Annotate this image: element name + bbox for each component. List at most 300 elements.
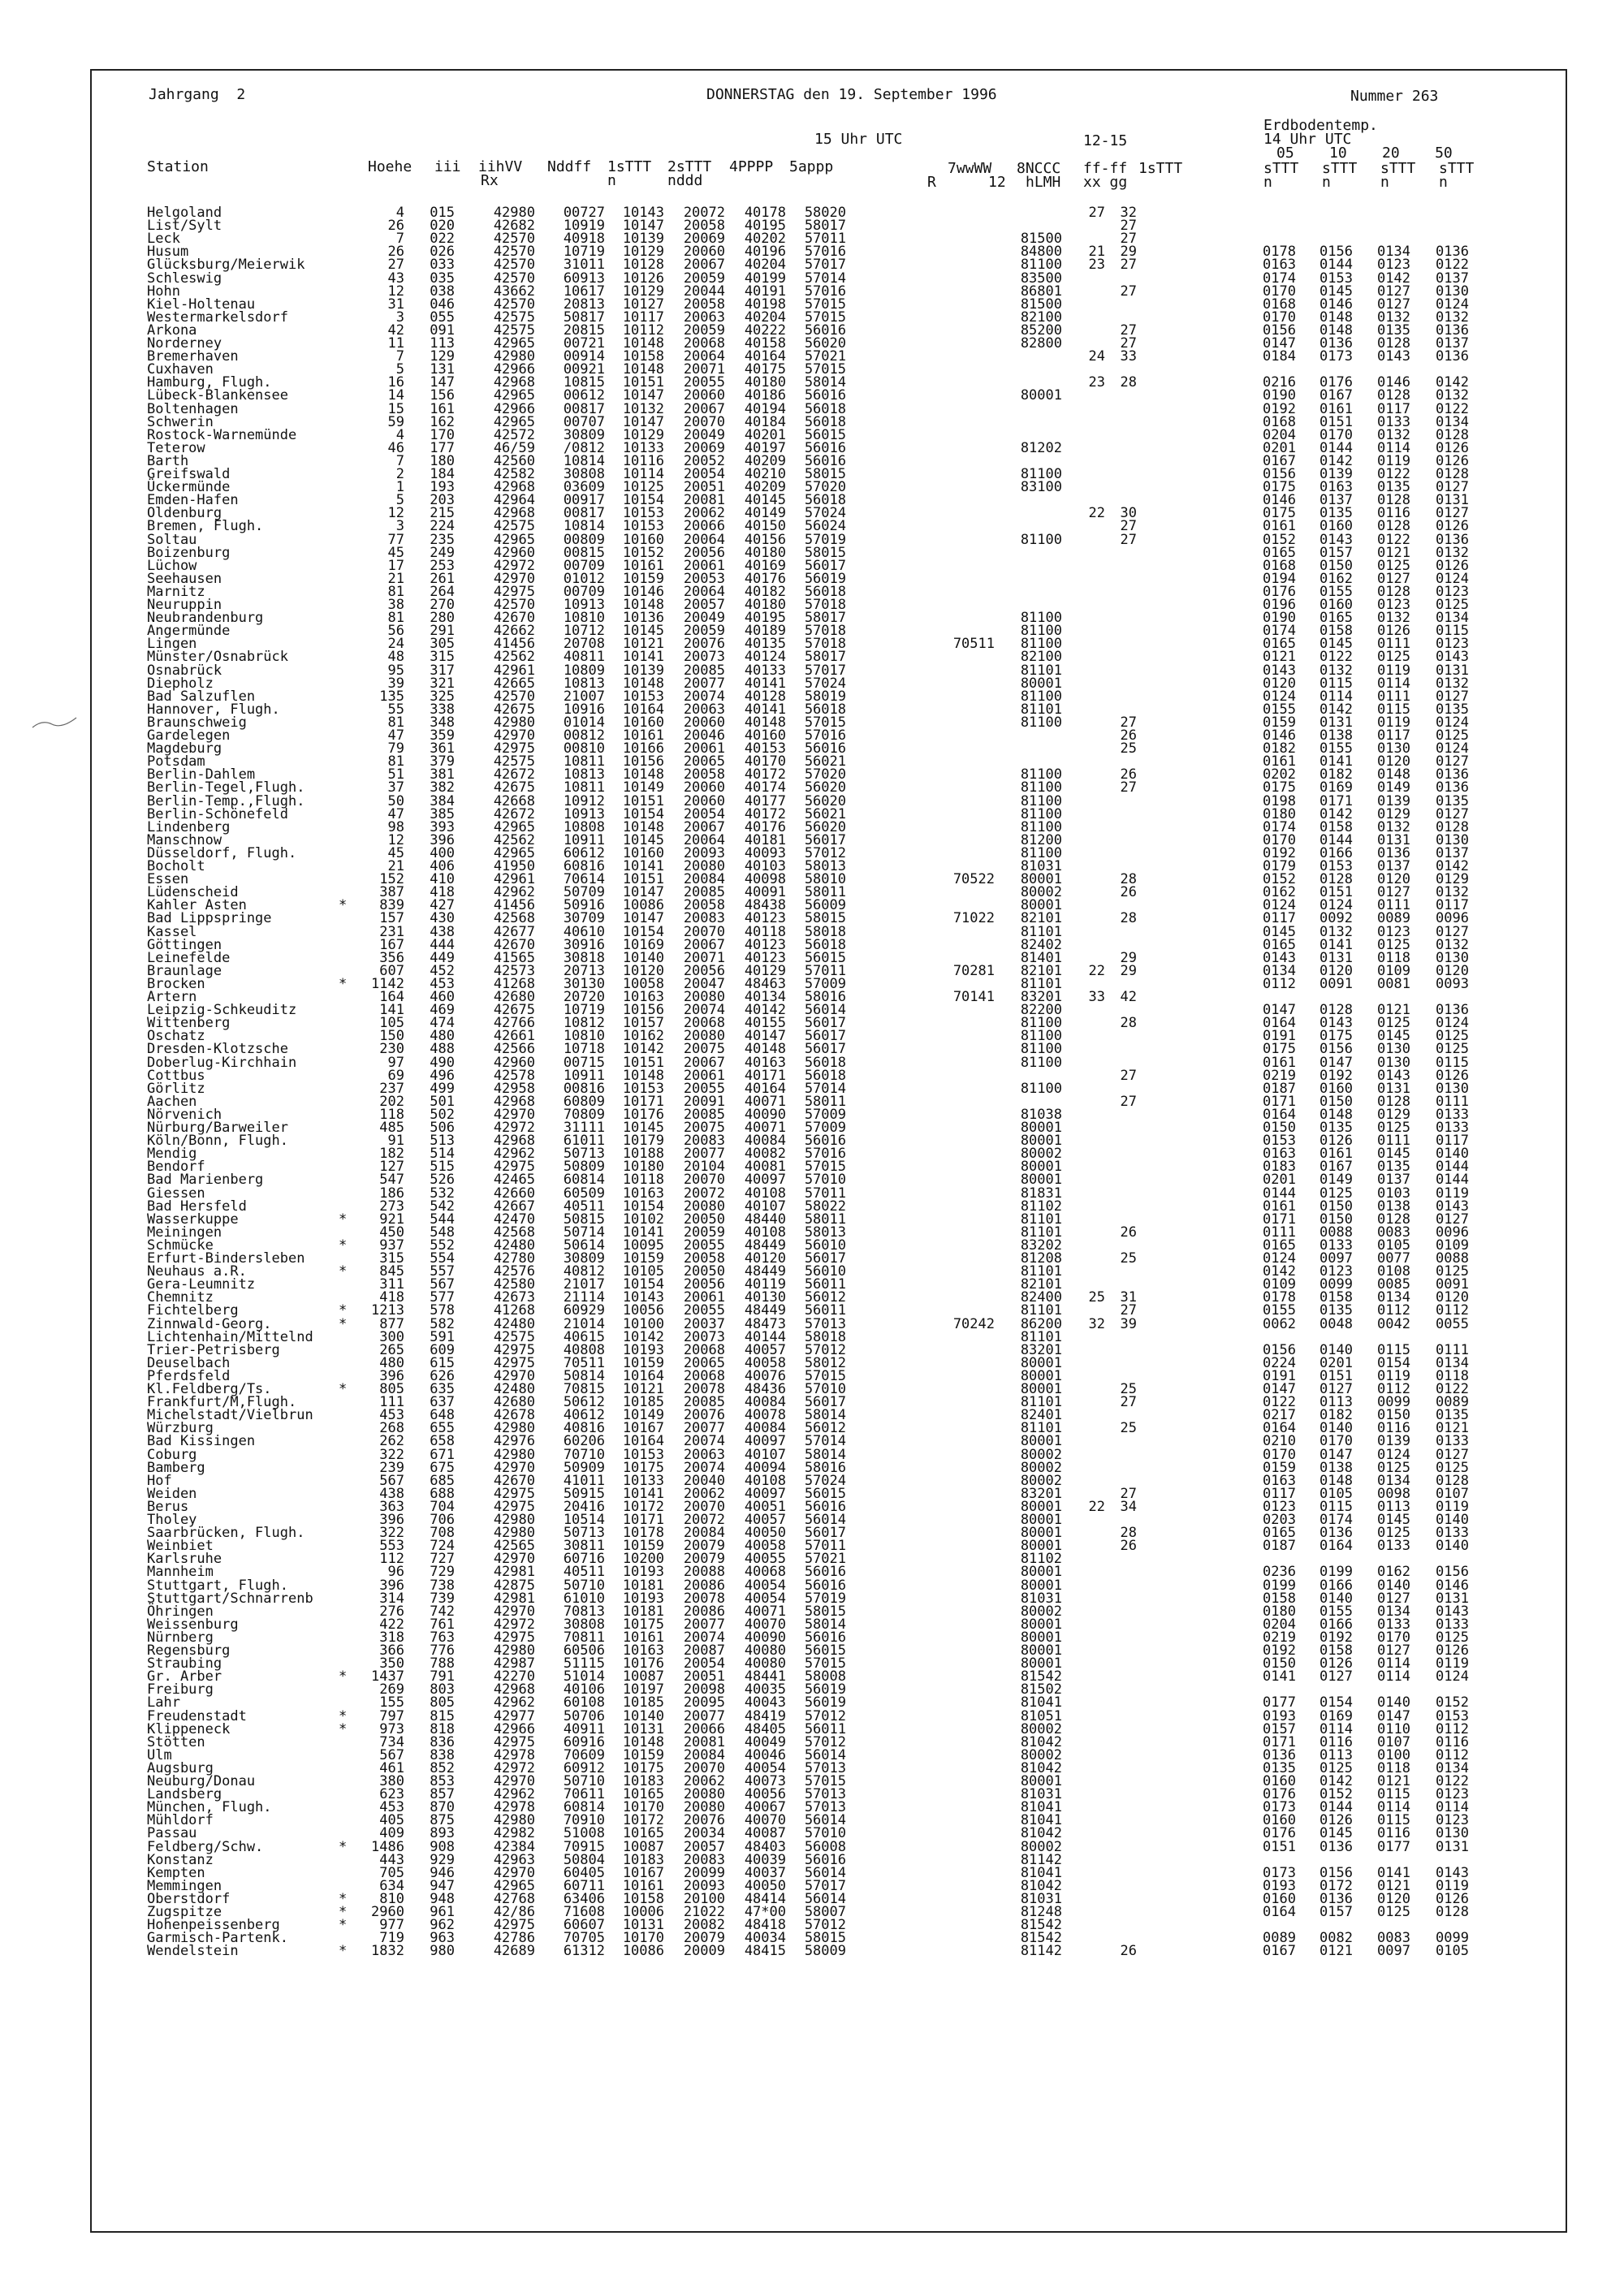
cell-a5: 58011: [804, 1211, 846, 1228]
cell-iii: 724: [430, 1538, 455, 1555]
cell-s20: 0115: [1377, 701, 1410, 718]
cell-s05: 0210: [1263, 1433, 1296, 1450]
cell-ff: 33: [1088, 989, 1105, 1005]
cell-s50: 0115: [1436, 623, 1469, 640]
cell-iii: 515: [430, 1159, 455, 1176]
cell-a5: 57013: [804, 1315, 846, 1332]
cell-hoehe: 91: [387, 1133, 404, 1150]
cell-s10: 0151: [1320, 413, 1353, 430]
cell-s10: 0148: [1320, 1472, 1353, 1489]
cell-nddff: 40106: [563, 1681, 605, 1698]
cell-star: *: [339, 1237, 348, 1254]
cell-nddff: 10811: [563, 779, 605, 796]
cell-p4: 40050: [744, 1877, 786, 1894]
cell-t2: 20068: [683, 1341, 725, 1358]
cell-iihvv: 42980: [493, 1446, 535, 1463]
cell-station: Wendelstein: [147, 1943, 239, 1960]
cell-t2: 20077: [683, 675, 725, 692]
cell-p4: 40133: [744, 662, 786, 679]
cell-hoehe: 276: [379, 1603, 404, 1620]
cell-a5: 56014: [804, 1890, 846, 1907]
cell-star: *: [339, 1890, 348, 1907]
cell-s10: 0174: [1320, 1512, 1353, 1528]
cell-p4: 40204: [744, 309, 786, 326]
cell-nddff: 50710: [563, 1773, 605, 1789]
cell-s05: 0164: [1263, 1904, 1296, 1920]
cell-s50: 0117: [1436, 1133, 1469, 1150]
cell-t1: 10161: [622, 557, 664, 574]
cell-iii: 582: [430, 1315, 455, 1332]
cell-gg: 27: [1120, 231, 1137, 248]
cell-station: Augsburg: [147, 1759, 214, 1776]
cell-station: Lahr: [147, 1694, 180, 1711]
cell-iii: 803: [430, 1681, 455, 1698]
cell-s50: 0123: [1436, 636, 1469, 653]
cell-hoehe: 42: [387, 322, 404, 339]
cell-nddff: 61011: [563, 1133, 605, 1150]
cell-station: Barth: [147, 452, 189, 469]
cell-s50: 0140: [1436, 1146, 1469, 1163]
cell-a5: 57011: [804, 962, 846, 979]
cell-station: Emden-Hafen: [147, 492, 239, 509]
cell-s50: 0143: [1436, 1198, 1469, 1215]
cell-iii: 203: [430, 492, 455, 509]
cell-iii: 177: [430, 439, 455, 456]
cell-hoehe: 48: [387, 649, 404, 666]
cell-s20: 0133: [1377, 413, 1410, 430]
cell-p4: 40084: [744, 1420, 786, 1437]
cell-s20: 0123: [1377, 597, 1410, 613]
cell-nddff: 50814: [563, 1367, 605, 1384]
cell-hoehe: 37: [387, 779, 404, 796]
cell-t2: 20080: [683, 858, 725, 874]
cell-nddff: 10719: [563, 244, 605, 261]
cell-station: Düsseldorf, Flugh.: [147, 844, 297, 861]
cell-p4: 40057: [744, 1341, 786, 1358]
cell-s20: 0112: [1377, 1302, 1410, 1319]
cell-gg: 27: [1120, 518, 1137, 535]
cell-s50: 0129: [1436, 871, 1469, 888]
cell-s10: 0122: [1320, 649, 1353, 666]
cell-nddff: 40808: [563, 1341, 605, 1358]
cell-station: Zinnwald-Georg.: [147, 1315, 272, 1332]
cell-iihvv: 42562: [493, 831, 535, 848]
cell-nddff: 10813: [563, 675, 605, 692]
cell-iii: 980: [430, 1943, 455, 1960]
cell-iihvv: 42660: [493, 1185, 535, 1202]
cell-p4: 40176: [744, 818, 786, 835]
cell-t1: 10163: [622, 1642, 664, 1659]
cell-t2: 20049: [683, 610, 725, 627]
cell-nddff: 70915: [563, 1838, 605, 1855]
cell-gg: 30: [1120, 505, 1137, 522]
cell-nddff: 50710: [563, 1577, 605, 1594]
cell-s50: 0135: [1436, 792, 1469, 809]
cell-station: Öhringen: [147, 1603, 214, 1620]
cell-s05: 0167: [1263, 452, 1296, 469]
cell-n8: 83500: [1020, 270, 1062, 287]
cell-s05: 0062: [1263, 1315, 1296, 1332]
cell-iihvv: 42780: [493, 1250, 535, 1267]
cell-station: Mannheim: [147, 1564, 214, 1581]
cell-station: Mühldorf: [147, 1812, 214, 1829]
cell-s20: 0119: [1377, 452, 1410, 469]
cell-s50: 0131: [1436, 662, 1469, 679]
cell-t1: 10178: [622, 1525, 664, 1542]
cell-iii: 506: [430, 1120, 455, 1136]
cell-p4: 40071: [744, 1603, 786, 1620]
cell-p4: 40082: [744, 1146, 786, 1163]
cell-s10: 0161: [1320, 1146, 1353, 1163]
cell-p4: 40039: [744, 1851, 786, 1868]
cell-hoehe: 97: [387, 1054, 404, 1071]
cell-p4: 40209: [744, 479, 786, 496]
cell-a5: 56016: [804, 322, 846, 339]
cell-station: Arkona: [147, 322, 197, 339]
cell-n8: 82100: [1020, 309, 1062, 326]
cell-nddff: 03609: [563, 479, 605, 496]
erd-title: Erdbodentemp.: [1263, 117, 1378, 134]
cell-s10: 0113: [1320, 1394, 1353, 1411]
cell-n8: 82400: [1020, 1289, 1062, 1306]
cell-s20: 0132: [1377, 309, 1410, 326]
cell-station: Osnabrück: [147, 662, 222, 679]
cell-p4: 40199: [744, 270, 786, 287]
cell-s10: 0121: [1320, 1943, 1353, 1960]
cell-s05: 0164: [1263, 1420, 1296, 1437]
cell-s10: 0153: [1320, 270, 1353, 287]
cell-s50: 0122: [1436, 400, 1469, 417]
cell-nddff: 00727: [563, 205, 605, 221]
col-w12: 12: [988, 174, 1006, 191]
cell-iii: 706: [430, 1512, 455, 1528]
cell-iihvv: 42570: [493, 231, 535, 248]
cell-t2: 20046: [683, 727, 725, 744]
cell-s10: 0160: [1320, 518, 1353, 535]
cell-p4: 40174: [744, 779, 786, 796]
cell-hoehe: 318: [379, 1629, 404, 1646]
cell-s20: 0139: [1377, 792, 1410, 809]
cell-a5: 58015: [804, 910, 846, 927]
cell-t2: 20054: [683, 805, 725, 822]
cell-t1: 10170: [622, 1799, 664, 1816]
cell-s20: 0103: [1377, 1185, 1410, 1202]
cell-n8: 81031: [1020, 1890, 1062, 1907]
cell-nddff: 20720: [563, 989, 605, 1005]
cell-iihvv: 42980: [493, 1812, 535, 1829]
cell-t1: 10185: [622, 1394, 664, 1411]
col-hoehe: Hoehe: [368, 158, 412, 175]
cell-station: Münster/Osnabrück: [147, 649, 288, 666]
cell-s20: 0128: [1377, 583, 1410, 600]
cell-nddff: 00721: [563, 335, 605, 352]
cell-s20: 0141: [1377, 1864, 1410, 1881]
cell-nddff: 00815: [563, 544, 605, 561]
cell-nddff: 00812: [563, 727, 605, 744]
cell-iii: 385: [430, 805, 455, 822]
cell-iihvv: 42975: [493, 1341, 535, 1358]
cell-s20: 0116: [1377, 1420, 1410, 1437]
cell-nddff: 30809: [563, 1250, 605, 1267]
cell-s50: 0088: [1436, 1250, 1469, 1267]
cell-nddff: 40610: [563, 923, 605, 940]
cell-gg: 27: [1120, 283, 1137, 300]
cell-t1: 10145: [622, 623, 664, 640]
cell-n8: 81100: [1020, 1041, 1062, 1058]
cell-gg: 27: [1120, 714, 1137, 731]
cell-s05: 0187: [1263, 1538, 1296, 1555]
cell-station: Manschnow: [147, 831, 222, 848]
cell-p4: 40108: [744, 1224, 786, 1241]
cell-t1: 10151: [622, 374, 664, 391]
cell-station: Berlin-Tegel,Flugh.: [147, 779, 305, 796]
cell-s50: 0130: [1436, 949, 1469, 966]
cell-t2: 20079: [683, 1538, 725, 1555]
cell-star: *: [339, 1211, 348, 1228]
cell-gg: 27: [1120, 1302, 1137, 1319]
cell-a5: 57015: [804, 309, 846, 326]
cell-hoehe: 443: [379, 1851, 404, 1868]
cell-gg: 28: [1120, 910, 1137, 927]
cell-s05: 0170: [1263, 283, 1296, 300]
cell-a5: 57015: [804, 1159, 846, 1176]
cell-station: Rostock-Warnemünde: [147, 426, 297, 443]
cell-nddff: 00817: [563, 505, 605, 522]
cell-t1: 10131: [622, 1720, 664, 1737]
cell-station: Westermarkelsdorf: [147, 309, 288, 326]
cell-nddff: 31011: [563, 257, 605, 274]
cell-t1: 10147: [622, 413, 664, 430]
cell-p4: 48463: [744, 975, 786, 992]
cell-n8: 81401: [1020, 949, 1062, 966]
cell-iii: 460: [430, 989, 455, 1005]
cell-iii: 542: [430, 1198, 455, 1215]
cell-s50: 0134: [1436, 1759, 1469, 1776]
cell-iihvv: 42966: [493, 400, 535, 417]
cell-p4: 40123: [744, 936, 786, 953]
cell-a5: 56016: [804, 740, 846, 758]
cell-t2: 20065: [683, 1354, 725, 1371]
cell-p4: 40058: [744, 1538, 786, 1555]
cell-t1: 10159: [622, 1746, 664, 1763]
cell-s05: 0109: [1263, 1276, 1296, 1293]
cell-s50: 0130: [1436, 831, 1469, 848]
cell-gg: 26: [1120, 727, 1137, 744]
cell-iii: 499: [430, 1080, 455, 1097]
cell-a5: 56017: [804, 1525, 846, 1542]
cell-p4: 40170: [744, 753, 786, 770]
cell-a5: 58007: [804, 1904, 846, 1920]
cell-station: Frankfurt/M,Flugh.: [147, 1394, 297, 1411]
cell-hoehe: 45: [387, 544, 404, 561]
cell-s05: 0146: [1263, 727, 1296, 744]
cell-station: Diepholz: [147, 675, 214, 692]
cell-t2: 20061: [683, 557, 725, 574]
cell-iihvv: 42960: [493, 544, 535, 561]
cell-t1: 10139: [622, 662, 664, 679]
cell-p4: 48441: [744, 1668, 786, 1686]
cell-iii: 452: [430, 962, 455, 979]
cell-s05: 0178: [1263, 1289, 1296, 1306]
cell-hoehe: 422: [379, 1616, 404, 1633]
cell-s10: 0092: [1320, 910, 1353, 927]
cell-t1: 10147: [622, 884, 664, 901]
cell-n8: 81042: [1020, 1825, 1062, 1842]
cell-hoehe: 405: [379, 1812, 404, 1829]
cell-a5: 56016: [804, 452, 846, 469]
cell-hoehe: 3: [395, 309, 404, 326]
cell-s20: 0121: [1377, 1877, 1410, 1894]
cell-s05: 0191: [1263, 1367, 1296, 1384]
cell-iihvv: 42981: [493, 1564, 535, 1581]
cell-s10: 0142: [1320, 701, 1353, 718]
cell-s20: 0114: [1377, 1655, 1410, 1673]
cell-n8: 81031: [1020, 858, 1062, 874]
cell-t1: 10128: [622, 257, 664, 274]
cell-a5: 57011: [804, 231, 846, 248]
cell-s50: 0128: [1436, 426, 1469, 443]
cell-iihvv: 42965: [493, 413, 535, 430]
cell-s05: 0160: [1263, 1812, 1296, 1829]
cell-star: *: [339, 1315, 348, 1332]
cell-a5: 58009: [804, 1943, 846, 1960]
cell-s50: 0126: [1436, 557, 1469, 574]
cell-iii: 729: [430, 1564, 455, 1581]
cell-s50: 0142: [1436, 374, 1469, 391]
cell-iii: 739: [430, 1590, 455, 1607]
cell-s50: 0124: [1436, 714, 1469, 731]
cell-a5: 56017: [804, 1250, 846, 1267]
cell-iii: 675: [430, 1459, 455, 1476]
cell-a5: 56015: [804, 426, 846, 443]
cell-t1: 10086: [622, 1943, 664, 1960]
cell-iihvv: 42970: [493, 1603, 535, 1620]
cell-n8: 81101: [1020, 701, 1062, 718]
cell-a5: 56016: [804, 1133, 846, 1150]
cell-t2: 20061: [683, 1067, 725, 1084]
cell-iihvv: 42661: [493, 1028, 535, 1045]
cell-t1: 10148: [622, 1067, 664, 1084]
cell-t2: 20066: [683, 518, 725, 535]
cell-a5: 58017: [804, 218, 846, 235]
cell-s10: 0158: [1320, 818, 1353, 835]
cell-iihvv: 42975: [493, 1917, 535, 1934]
cell-iii: 513: [430, 1133, 455, 1150]
cell-p4: 40164: [744, 348, 786, 365]
cell-n8: 81542: [1020, 1668, 1062, 1686]
cell-hoehe: 81: [387, 610, 404, 627]
cell-hoehe: 797: [379, 1707, 404, 1724]
cell-iihvv: 42568: [493, 1224, 535, 1241]
cell-station: Göttingen: [147, 936, 222, 953]
cell-s50: 0127: [1436, 1211, 1469, 1228]
cell-hoehe: 141: [379, 1002, 404, 1019]
cell-s20: 0128: [1377, 1211, 1410, 1228]
cell-a5: 56018: [804, 1067, 846, 1084]
cell-iihvv: 42980: [493, 1420, 535, 1437]
cell-gg: 28: [1120, 1015, 1137, 1032]
cell-t1: 10056: [622, 1302, 664, 1319]
cell-p4: 40103: [744, 858, 786, 874]
cell-p4: 40054: [744, 1577, 786, 1594]
cell-s50: 0096: [1436, 910, 1469, 927]
cell-s50: 0130: [1436, 1825, 1469, 1842]
cell-s10: 0136: [1320, 335, 1353, 352]
cell-t2: 20085: [683, 884, 725, 901]
cell-s50: 0146: [1436, 1577, 1469, 1594]
cell-t2: 20060: [683, 792, 725, 809]
cell-p4: 40142: [744, 1002, 786, 1019]
cell-s05: 0161: [1263, 753, 1296, 770]
cell-t1: 10157: [622, 1015, 664, 1032]
cell-nddff: 10911: [563, 1067, 605, 1084]
cell-t2: 20070: [683, 1759, 725, 1776]
cell-hoehe: 16: [387, 374, 404, 391]
cell-s20: 0132: [1377, 818, 1410, 835]
cell-s20: 0105: [1377, 1237, 1410, 1254]
cell-s20: 0127: [1377, 283, 1410, 300]
cell-n8: 81042: [1020, 1733, 1062, 1750]
cell-t2: 20040: [683, 1472, 725, 1489]
cell-station: Würzburg: [147, 1420, 214, 1437]
cell-station: Gera-Leumnitz: [147, 1276, 256, 1293]
cell-iii: 193: [430, 479, 455, 496]
cell-station: Nörvenich: [147, 1106, 222, 1123]
cell-iii: 022: [430, 231, 455, 248]
cell-p4: 40204: [744, 257, 786, 274]
cell-s05: 0191: [1263, 1028, 1296, 1045]
cell-a5: 58018: [804, 923, 846, 940]
cell-s05: 0143: [1263, 662, 1296, 679]
cell-s10: 0145: [1320, 283, 1353, 300]
cell-p4: 40108: [744, 1472, 786, 1489]
cell-iihvv: 42968: [493, 374, 535, 391]
cell-gg: 29: [1120, 949, 1137, 966]
cell-iihvv: 42975: [493, 1354, 535, 1371]
cell-iii: 791: [430, 1668, 455, 1686]
cell-p4: 40056: [744, 1786, 786, 1803]
cell-s20: 0115: [1377, 1812, 1410, 1829]
cell-p4: 40107: [744, 1446, 786, 1463]
cell-s10: 0161: [1320, 400, 1353, 417]
cell-iii: 453: [430, 975, 455, 992]
cell-s50: 0120: [1436, 962, 1469, 979]
cell-p4: 40118: [744, 923, 786, 940]
cell-nddff: 60506: [563, 1642, 605, 1659]
cell-nddff: 60405: [563, 1864, 605, 1881]
cell-t2: 20087: [683, 1642, 725, 1659]
cell-nddff: 00715: [563, 1054, 605, 1071]
cell-s05: 0173: [1263, 1864, 1296, 1881]
cell-hoehe: 485: [379, 1120, 404, 1136]
cell-s05: 0190: [1263, 610, 1296, 627]
cell-iihvv: 42560: [493, 452, 535, 469]
cell-hoehe: 239: [379, 1459, 404, 1476]
cell-s10: 0166: [1320, 1577, 1353, 1594]
cell-t2: 20076: [683, 1812, 725, 1829]
cell-nddff: 20708: [563, 636, 605, 653]
cell-s50: 0142: [1436, 858, 1469, 874]
cell-gg: 27: [1120, 1485, 1137, 1502]
cell-s10: 0136: [1320, 1890, 1353, 1907]
cell-n8: 86801: [1020, 283, 1062, 300]
cell-iii: 836: [430, 1733, 455, 1750]
cell-nddff: 50713: [563, 1525, 605, 1542]
cell-n8: 81101: [1020, 1263, 1062, 1280]
cell-s50: 0156: [1436, 1564, 1469, 1581]
cell-nddff: 70809: [563, 1106, 605, 1123]
cell-t2: 20057: [683, 1838, 725, 1855]
